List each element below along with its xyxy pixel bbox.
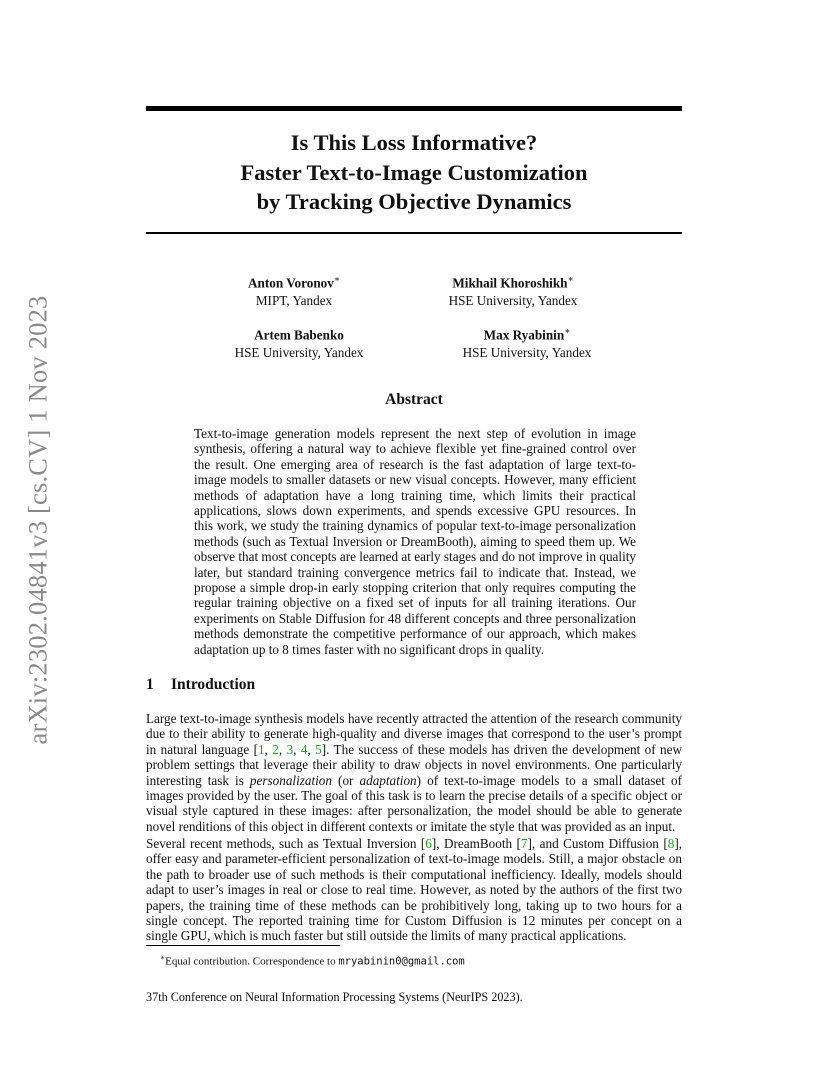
citation-link[interactable]: 5 xyxy=(315,741,322,757)
intro-paragraph-2 xyxy=(146,836,682,944)
author-block xyxy=(179,322,419,362)
author-name: Mikhail Khoroshikh xyxy=(452,275,568,291)
title-top-rule xyxy=(146,106,682,111)
author-block xyxy=(407,322,647,362)
section-title: Introduction xyxy=(171,676,256,693)
title-bottom-rule xyxy=(146,232,682,234)
text-run: Several recent methods, such as Textual Inversion [ xyxy=(146,836,426,851)
author-affiliation: HSE University, Yandex xyxy=(462,345,592,361)
footnote-rule xyxy=(146,945,340,946)
citation-link[interactable]: 3 xyxy=(286,741,294,757)
author-affiliation: HSE University, Yandex xyxy=(234,345,364,361)
equal-contribution-mark: ∗ xyxy=(333,274,340,284)
footnote-text: Equal contribution. Correspondence to xyxy=(165,955,339,968)
title-line-2: Faster Text-to-Image Customization xyxy=(240,159,588,185)
section-heading xyxy=(146,676,255,694)
footnote-mark: ∗ xyxy=(160,953,166,962)
text-run: Large text-to-image synthesis models have recently attracted the attention of the research community due to their ability to generate high-quality and diverse images that correspond to the user’s prompt in natural language [ xyxy=(146,711,682,757)
equal-contribution-mark: ∗ xyxy=(564,326,571,336)
emphasis: adaptation xyxy=(359,772,417,788)
citation-link[interactable]: 7 xyxy=(520,836,528,851)
section-number: 1 xyxy=(146,676,154,693)
abstract-heading: Abstract xyxy=(385,391,443,408)
citation-link[interactable]: 1 xyxy=(258,741,265,757)
intro-paragraph-1: Large text-to-image synthesis models have recently attracted the attention of the research community due to their ability to generate high-quality and diverse images that correspond to the user’s prompt in natural language [1, 2, 3, 4, 5]. The success of these models has driven the development of new problem settings that leverage their ability to draw objects in novel environments. One particularly interesting task is personalization (or adaptation) of text-to-image models to a small dataset of images provided by the user. The goal of this task is to learn the precise details of a specific object or visual style captured in these images: after personalization, the model should be able to generate novel renditions of this object in different contexts or imitate the style that was provided as an input. xyxy=(146,711,683,834)
title-line-1: Is This Loss Informative? xyxy=(290,130,538,155)
citation-link[interactable]: 2 xyxy=(272,741,279,757)
arxiv-identifier: arXiv:2302.04841v3 [cs.CV] 1 Nov 2023 xyxy=(22,295,53,745)
author-affiliation: HSE University, Yandex xyxy=(448,293,578,309)
abstract-text: Text-to-image generation models represent the next step of evolution in image synthesis, offering a natural way to achieve flexible yet fine-grained control over the result. One emerging area of research is the fast adaptation of large text-to-image models to smaller datasets or new visual concepts. However, many efficient methods of adaptation have a long training time, which limits their practical applications, slows down experiments, and spends excessive GPU resources. In this work, we study the training dynamics of popular text-to-image personalization methods (such as Textual Inversion or DreamBooth), aiming to speed them up. We observe that most concepts are learned at early stages and do not improve in quality later, but standard training convergence metrics fail to indicate that. Instead, we propose a simple drop-in early stopping criterion that only requires computing the regular training objective on a fixed set of inputs for all training iterations. Our experiments on Stable Diffusion for 48 different concepts and three personalization methods demonstrate the competitive performance of our approach, which makes adaptation up to 8 times faster with no significant drops in quality. xyxy=(194,426,636,657)
conference-note: 37th Conference on Neural Information Processing Systems (NeurIPS 2023). xyxy=(146,990,523,1004)
footnote xyxy=(160,951,465,969)
text-run: ], DreamBooth [ xyxy=(431,836,521,851)
citation-link[interactable]: 6 xyxy=(425,836,432,851)
text-run: ) of text-to-image models to a small dataset of images provided by the user. The goal of this task is to learn the precise details of a specific object or visual style captured in these images: after personalization, the model should be able to generate novel renditions of this object in different contexts or imitate the style that was provided as an input. xyxy=(146,772,682,834)
author-affiliation: MIPT, Yandex xyxy=(255,293,333,309)
author-block xyxy=(174,270,414,310)
citation-link[interactable]: 4 xyxy=(300,741,308,757)
text-run: ]. The success of these models has driven the development of new problem settings that leverage their ability to draw objects in novel environments. One particularly interesting task is xyxy=(146,741,683,788)
text-run: ], and Custom Diffusion [ xyxy=(527,836,668,851)
author-block xyxy=(393,270,633,310)
author-name: Max Ryabinin xyxy=(483,327,565,343)
email-address[interactable]: mryabinin0@gmail.com xyxy=(338,955,465,968)
emphasis: personalization xyxy=(249,772,332,788)
author-name: Anton Voronov xyxy=(248,275,334,291)
paper-title xyxy=(146,128,682,217)
text-run: (or xyxy=(331,772,360,788)
author-name: Artem Babenko xyxy=(254,327,344,343)
equal-contribution-mark: ∗ xyxy=(567,274,574,284)
title-line-3: by Tracking Objective Dynamics xyxy=(256,189,572,214)
text-run: ], offer easy and parameter-efficient personalization of text-to-image models. Still, a major obstacle on the path to broader use of such methods is their computational inefficiency. Ideally, models should adapt to user’s images in real or close to real time. However, as noted by the authors of the first two papers, the training time of these methods can be prohibitively long, taking up to two hours for a single concept. The reported training time for Custom Diffusion is 12 minutes per concept on a single GPU, which is much faster but still outside the limits of many practical applications. xyxy=(146,836,683,944)
citation-link[interactable]: 8 xyxy=(667,836,675,851)
